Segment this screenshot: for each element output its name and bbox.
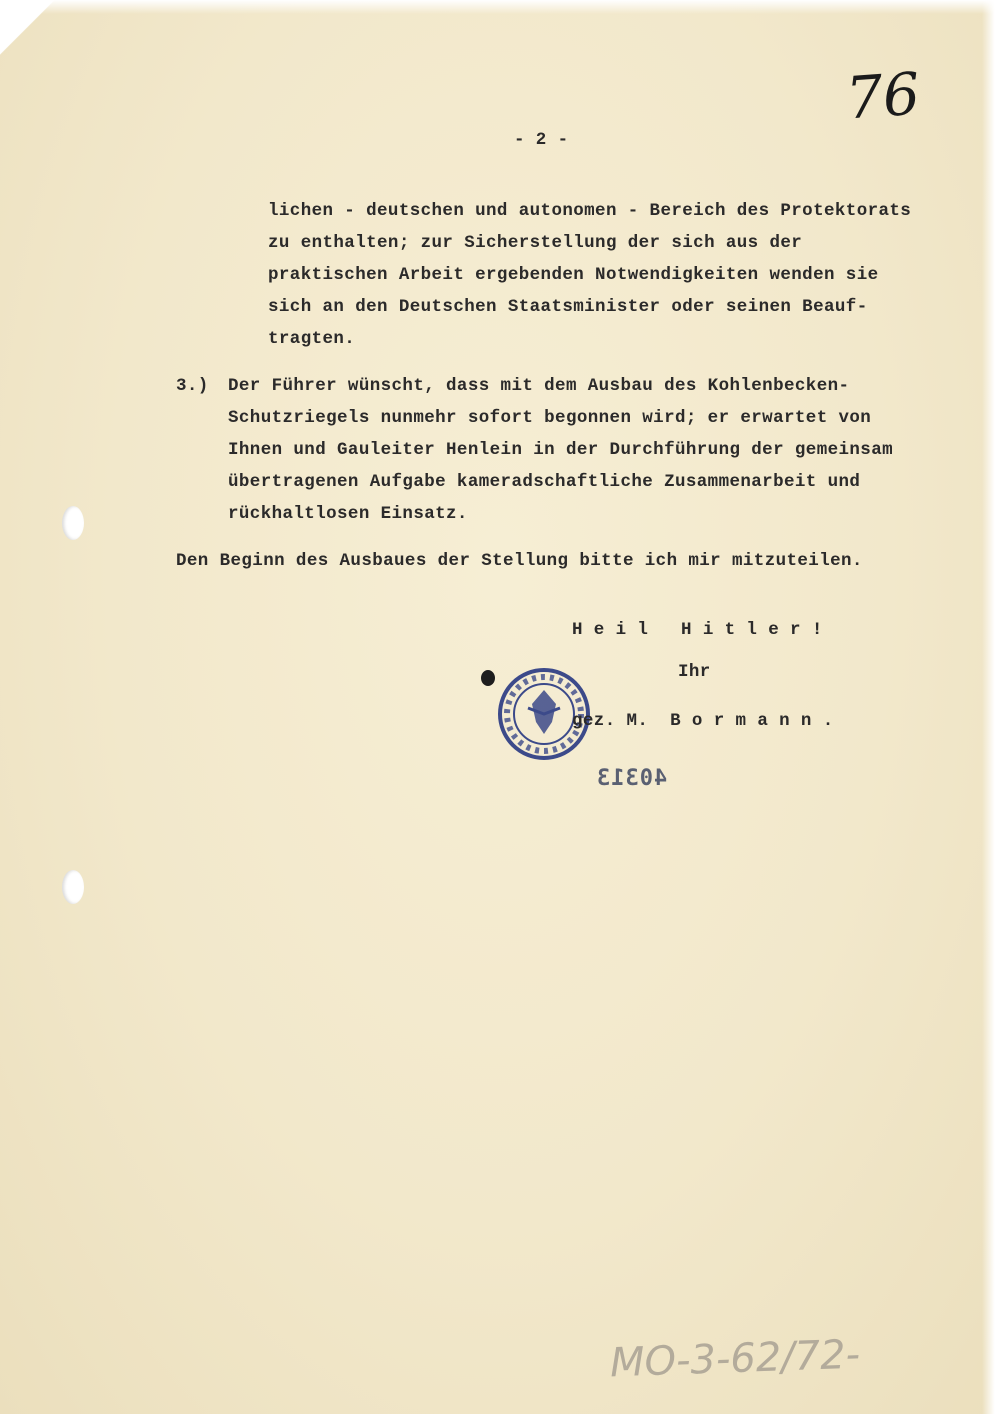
signature-line: gez. M. B o r m a n n . bbox=[572, 711, 834, 731]
pencil-reference-note: MO-3-62/72- bbox=[609, 1331, 861, 1387]
serial-number-stamp: 40313 bbox=[596, 766, 668, 791]
item-3-line: Der Führer wünscht, dass mit dem Ausbau des Kohlenbecken- bbox=[228, 376, 850, 396]
item-3-line: Schutzriegels nunmehr sofort begonnen wird; er erwartet von bbox=[228, 408, 872, 428]
ihr-line: Ihr bbox=[678, 662, 711, 682]
punch-hole-lower bbox=[62, 870, 84, 904]
continuation-line: zu enthalten; zur Sicherstellung der sich aus der bbox=[268, 233, 803, 253]
salutation: H e i l H i t l e r ! bbox=[572, 620, 823, 640]
continuation-line: sich an den Deutschen Staatsminister oder seinen Beauf- bbox=[268, 297, 868, 317]
item-3-line: übertragenen Aufgabe kameradschaftliche Zusammenarbeit und bbox=[228, 472, 861, 492]
item-3-line: rückhaltlosen Einsatz. bbox=[228, 504, 468, 524]
archive-page-number: 76 bbox=[843, 59, 923, 133]
continuation-line: praktischen Arbeit ergebenden Notwendigkeiten wenden sie bbox=[268, 265, 879, 285]
punch-hole-upper bbox=[62, 506, 84, 540]
paper-edge-right bbox=[982, 0, 1000, 1414]
item-3-line: Ihnen und Gauleiter Henlein in der Durchführung der gemeinsam bbox=[228, 440, 894, 460]
item-3-marker: 3.) bbox=[176, 376, 209, 396]
torn-corner bbox=[0, 0, 60, 60]
paper-edge-top bbox=[0, 0, 1000, 14]
page-number: - 2 - bbox=[514, 130, 569, 150]
continuation-line: lichen - deutschen und autonomen - Bereich des Protektorats bbox=[268, 201, 912, 221]
closing-request: Den Beginn des Ausbaues der Stellung bitte ich mir mitzuteilen. bbox=[176, 551, 863, 571]
continuation-line: tragten. bbox=[268, 329, 356, 349]
ink-blot bbox=[481, 670, 495, 686]
